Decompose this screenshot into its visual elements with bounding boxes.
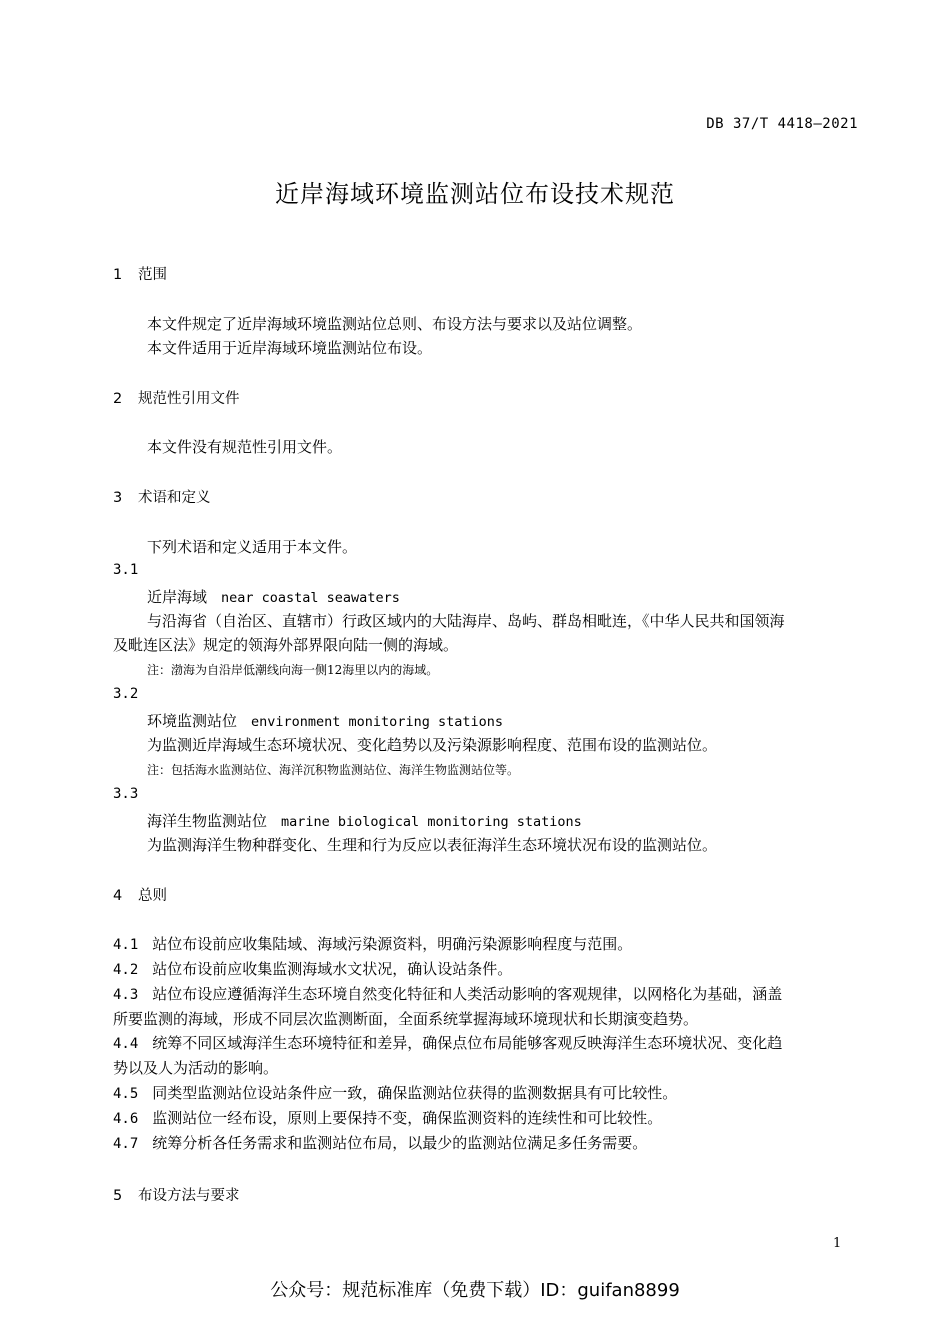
clause (113, 1132, 647, 1153)
section-number: 3 (113, 490, 123, 506)
standard-code: DB 37/T 4418—2021 (706, 116, 858, 132)
clause-number: 4.3 (113, 987, 139, 1003)
definition: 为监测近岸海域生态环境状况、变化趋势以及污染源影响程度、范围布设的监测站位。 (147, 736, 718, 754)
section-2-heading (113, 387, 240, 408)
paragraph: 本文件规定了近岸海域环境监测站位总则、布设方法与要求以及站位调整。 (147, 315, 643, 333)
term-number: 3.2 (113, 686, 139, 702)
term-entry (147, 810, 582, 831)
term-number: 3.1 (113, 562, 139, 578)
paragraph: 本文件适用于近岸海域环境监测站位布设。 (147, 339, 433, 357)
section-number: 5 (113, 1188, 123, 1204)
clause (113, 933, 632, 954)
section-title: 布设方法与要求 (138, 1188, 240, 1204)
term-english: near coastal seawaters (221, 590, 400, 606)
term-chinese: 近岸海域 (147, 588, 208, 606)
clause-continued: 所要监测的海域，形成不同层次监测断面，全面系统掌握海域环境现状和长期演变趋势。 (113, 1010, 699, 1028)
clause (113, 1032, 782, 1053)
note: 注：渤海为自沿岸低潮线向海一侧12海里以内的海域。 (147, 663, 439, 677)
clause-number: 4.7 (113, 1136, 139, 1152)
definition: 为监测海洋生物种群变化、生理和行为反应以表征海洋生态环境状况布设的监测站位。 (147, 836, 718, 854)
term-number: 3.3 (113, 786, 139, 802)
section-title: 术语和定义 (138, 490, 211, 506)
clause-number: 4.6 (113, 1111, 139, 1127)
clause-number: 4.5 (113, 1086, 139, 1102)
section-number: 2 (113, 391, 123, 407)
section-number: 1 (113, 267, 123, 283)
definition-continued: 及毗连区法》规定的领海外部界限向陆一侧的海域。 (113, 636, 459, 654)
document-title: 近岸海域环境监测站位布设技术规范 (275, 180, 675, 208)
term-chinese: 海洋生物监测站位 (147, 812, 268, 830)
clause-text: 监测站位一经布设，原则上要保持不变，确保监测资料的连续性和可比较性。 (152, 1109, 663, 1127)
clause-text: 站位布设应遵循海洋生态环境自然变化特征和人类活动影响的客观规律，以网格化为基础，涵盖 (152, 985, 783, 1003)
clause-text: 站位布设前应收集监测海域水文状况，确认设站条件。 (152, 960, 513, 978)
term-english: marine biological monitoring stations (281, 814, 582, 830)
footer-watermark: 公众号：规范标准库（免费下载）ID：guifan8899 (270, 1280, 680, 1301)
clause (113, 1082, 677, 1103)
clause-number: 4.4 (113, 1036, 139, 1052)
clause-number: 4.2 (113, 962, 139, 978)
section-5-heading (113, 1184, 240, 1205)
section-title: 总则 (138, 888, 167, 904)
page-number: 1 (833, 1236, 842, 1251)
paragraph: 本文件没有规范性引用文件。 (147, 438, 343, 456)
clause-text: 统筹分析各任务需求和监测站位布局，以最少的监测站位满足多任务需要。 (152, 1134, 648, 1152)
term-entry (147, 710, 503, 731)
section-title: 范围 (138, 267, 167, 283)
clause-text: 同类型监测站位设站条件应一致，确保监测站位获得的监测数据具有可比较性。 (152, 1084, 678, 1102)
clause (113, 958, 512, 979)
section-3-heading (113, 486, 211, 507)
section-4-heading (113, 884, 167, 905)
term-chinese: 环境监测站位 (147, 712, 238, 730)
section-number: 4 (113, 888, 123, 904)
clause-text: 统筹不同区域海洋生态环境特征和差异，确保点位布局能够客观反映海洋生态环境状况、变化趋 (152, 1034, 783, 1052)
definition: 与沿海省（自治区、直辖市）行政区域内的大陆海岸、岛屿、群岛相毗连，《中华人民共和国领海 (147, 612, 785, 630)
section-1-heading (113, 263, 167, 284)
term-entry (147, 586, 400, 607)
clause-number: 4.1 (113, 937, 139, 953)
clause (113, 1107, 662, 1128)
term-english: environment monitoring stations (251, 714, 503, 730)
clause-text: 站位布设前应收集陆域、海域污染源资料，明确污染源影响程度与范围。 (152, 935, 633, 953)
paragraph: 下列术语和定义适用于本文件。 (147, 538, 358, 556)
clause-continued: 势以及人为活动的影响。 (113, 1059, 279, 1077)
note: 注：包括海水监测站位、海洋沉积物监测站位、海洋生物监测站位等。 (147, 763, 520, 777)
section-title: 规范性引用文件 (138, 391, 240, 407)
clause (113, 983, 782, 1004)
